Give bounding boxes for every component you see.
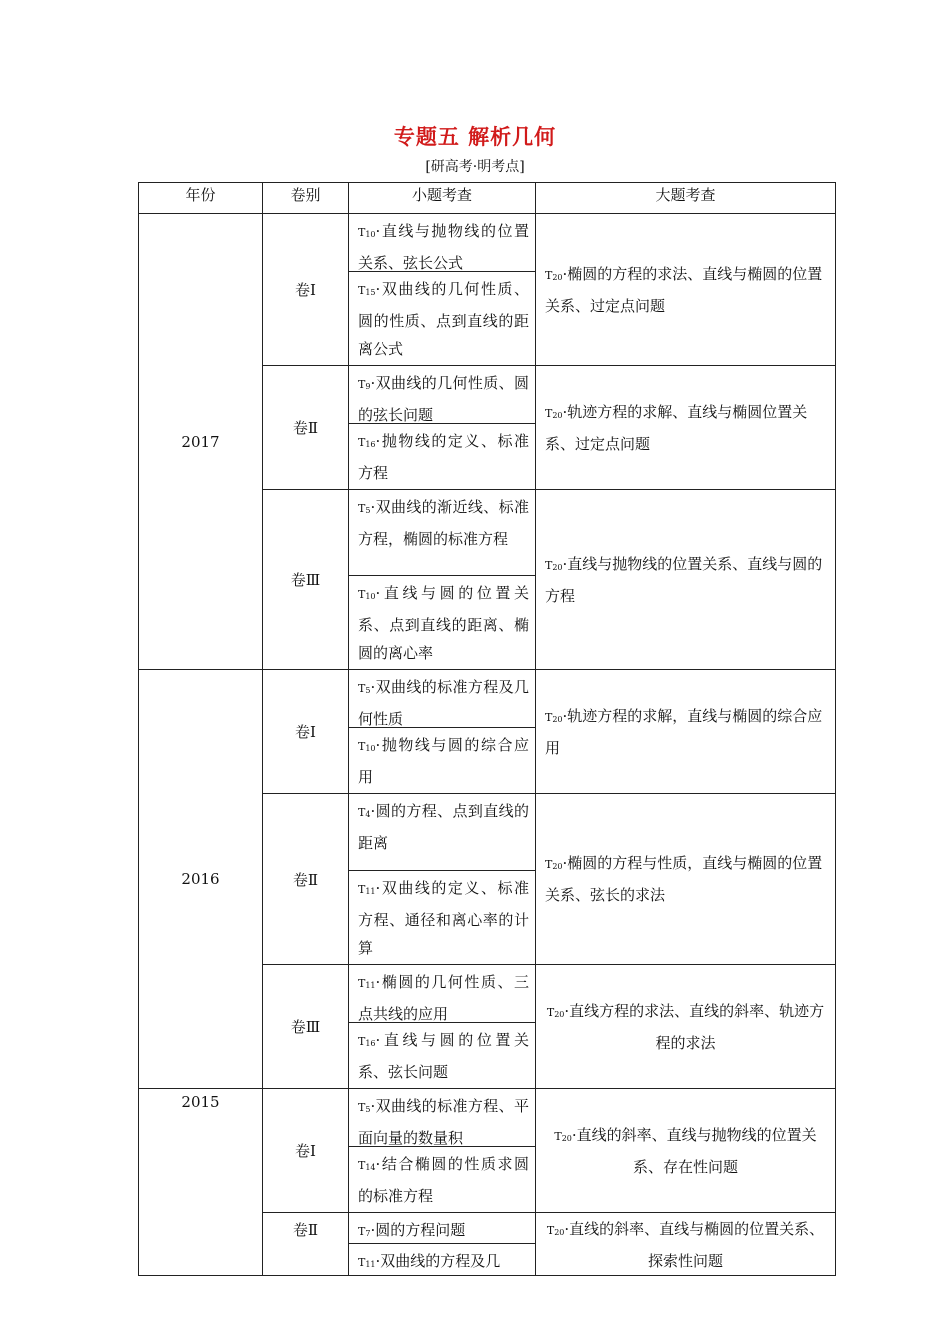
header-small-questions: 小题考查: [349, 183, 536, 214]
question-number: $T_{16}$: [358, 436, 376, 449]
volume-cell: 卷Ⅰ: [263, 1089, 349, 1213]
small-question: [349, 1243, 535, 1273]
question-text: ·直线与抛物线的位置关系、弦长公式: [358, 222, 529, 272]
volume-cell: 卷Ⅰ: [263, 670, 349, 794]
header-volume: 卷别: [263, 183, 349, 214]
question-text: ·双曲线的标准方程及几何性质: [358, 678, 529, 728]
question-text: ·椭圆的方程的求法、直线与椭圆的位置关系、过定点问题: [545, 264, 823, 315]
question-text: ·直线的斜率、直线与抛物线的位置关系、存在性问题: [571, 1125, 817, 1176]
small-question: [349, 1146, 535, 1212]
question-number: $T_{16}$: [358, 1035, 376, 1048]
small-question: [349, 1213, 535, 1243]
small-questions-cell: [349, 1089, 536, 1213]
small-question: [349, 423, 535, 489]
small-questions-cell: [349, 965, 536, 1089]
volume-cell: 卷Ⅱ: [263, 1213, 349, 1276]
small-questions-cell: [349, 490, 536, 670]
question-number: $T_{20}$: [545, 268, 563, 282]
small-questions-cell: [349, 366, 536, 490]
question-text: ·双曲线的几何性质、圆的性质、点到直线的距离公式: [358, 280, 529, 358]
question-text: ·直线方程的求法、直线的斜率、轨迹方程的求法: [564, 1001, 825, 1052]
table-header-row: [139, 183, 836, 214]
question-text: ·轨迹方程的求解，直线与椭圆的综合应用: [545, 706, 823, 757]
small-questions-cell: [349, 214, 536, 366]
question-number: $T_{11}$: [358, 1256, 376, 1269]
question-number: $T_{20}$: [554, 1129, 572, 1143]
small-question: [349, 870, 535, 964]
question-text: ·圆的方程、点到直线的距离: [358, 802, 529, 852]
question-number: $T_{10}$: [358, 226, 376, 239]
header-year: 年份: [139, 183, 263, 214]
question-text: ·直线的斜率、直线与椭圆的位置关系、探索性问题: [564, 1220, 825, 1270]
small-questions-cell: [349, 794, 536, 965]
big-question-cell: [536, 965, 836, 1089]
volume-cell: 卷Ⅲ: [263, 965, 349, 1089]
question-number: $T_{20}$: [546, 1005, 565, 1019]
question-text: ·抛物线与圆的综合应用: [358, 736, 529, 786]
question-number: $T_{15}$: [358, 284, 376, 297]
question-number: $T_5$: [358, 502, 371, 515]
volume-cell: 卷Ⅱ: [263, 794, 349, 965]
volume-cell: 卷Ⅰ: [263, 214, 349, 366]
year-cell: 2015: [139, 1089, 263, 1276]
question-text: ·双曲线的方程及几: [375, 1252, 501, 1270]
big-question-cell: [536, 490, 836, 670]
small-question: [349, 727, 535, 793]
question-number: $T_{11}$: [358, 977, 376, 990]
header-big-questions: 大题考查: [536, 183, 836, 214]
question-number: $T_{20}$: [545, 858, 563, 871]
question-text: ·直线与抛物线的位置关系、直线与圆的方程: [545, 554, 823, 605]
table-row: [139, 670, 836, 794]
small-question: [349, 366, 535, 423]
small-question: [349, 670, 535, 727]
question-text: ·直线与圆的位置关系、点到直线的距离、椭圆的离心率: [358, 584, 529, 662]
big-question-cell: [536, 670, 836, 794]
question-text: ·结合椭圆的性质求圆的标准方程: [358, 1155, 529, 1205]
big-question-cell: [536, 214, 836, 366]
question-text: ·椭圆的方程与性质，直线与椭圆的位置关系、弦长的求法: [545, 854, 823, 904]
question-number: $T_{10}$: [358, 740, 376, 753]
question-number: $T_5$: [358, 1101, 371, 1114]
small-question: [349, 575, 535, 669]
question-text: ·椭圆的几何性质、三点共线的应用: [358, 973, 529, 1023]
question-number: $T_7$: [358, 1225, 371, 1238]
question-text: ·双曲线的定义、标准方程、通径和离心率的计算: [358, 879, 529, 957]
question-text: ·抛物线的定义、标准方程: [358, 432, 529, 482]
small-questions-cell: [349, 670, 536, 794]
small-question: [349, 490, 535, 575]
year-cell: 2016: [139, 670, 263, 1089]
question-number: $T_{20}$: [545, 406, 563, 420]
big-question-cell: [536, 1213, 836, 1276]
question-number: $T_{10}$: [358, 588, 376, 601]
question-text: ·双曲线的渐近线、标准方程，椭圆的标准方程: [358, 498, 529, 548]
page-title: 专题五 解析几何: [393, 125, 557, 149]
exam-analysis-table: [138, 182, 836, 1276]
page-subtitle: [研高考·明考点]: [425, 159, 525, 175]
small-question: [349, 271, 535, 365]
small-question: [349, 794, 535, 870]
small-questions-cell: [349, 1213, 536, 1276]
question-text: ·双曲线的几何性质、圆的弦长问题: [358, 374, 529, 424]
big-question-cell: [536, 1089, 836, 1213]
question-number: $T_{11}$: [358, 883, 376, 896]
question-number: $T_4$: [358, 806, 371, 819]
small-question: [349, 1089, 535, 1146]
big-question-cell: [536, 366, 836, 490]
question-number: $T_5$: [358, 682, 371, 695]
question-number: $T_{20}$: [545, 558, 563, 572]
question-number: $T_9$: [358, 378, 371, 391]
question-number: $T_{14}$: [358, 1159, 376, 1172]
question-number: $T_{20}$: [546, 1224, 565, 1237]
small-question: [349, 214, 535, 271]
table-row: [139, 214, 836, 366]
big-question-cell: [536, 794, 836, 965]
question-text: ·轨迹方程的求解、直线与椭圆位置关系、过定点问题: [545, 402, 808, 453]
small-question: [349, 965, 535, 1022]
table-row: [139, 1089, 836, 1213]
question-text: ·直线与圆的位置关系、弦长问题: [358, 1031, 529, 1081]
year-cell: 2017: [139, 214, 263, 670]
question-number: $T_{20}$: [545, 710, 563, 724]
small-question: [349, 1022, 535, 1088]
question-text: ·双曲线的标准方程、平面向量的数量积: [358, 1097, 529, 1147]
volume-cell: 卷Ⅱ: [263, 366, 349, 490]
question-text: ·圆的方程问题: [370, 1221, 466, 1239]
volume-cell: 卷Ⅲ: [263, 490, 349, 670]
